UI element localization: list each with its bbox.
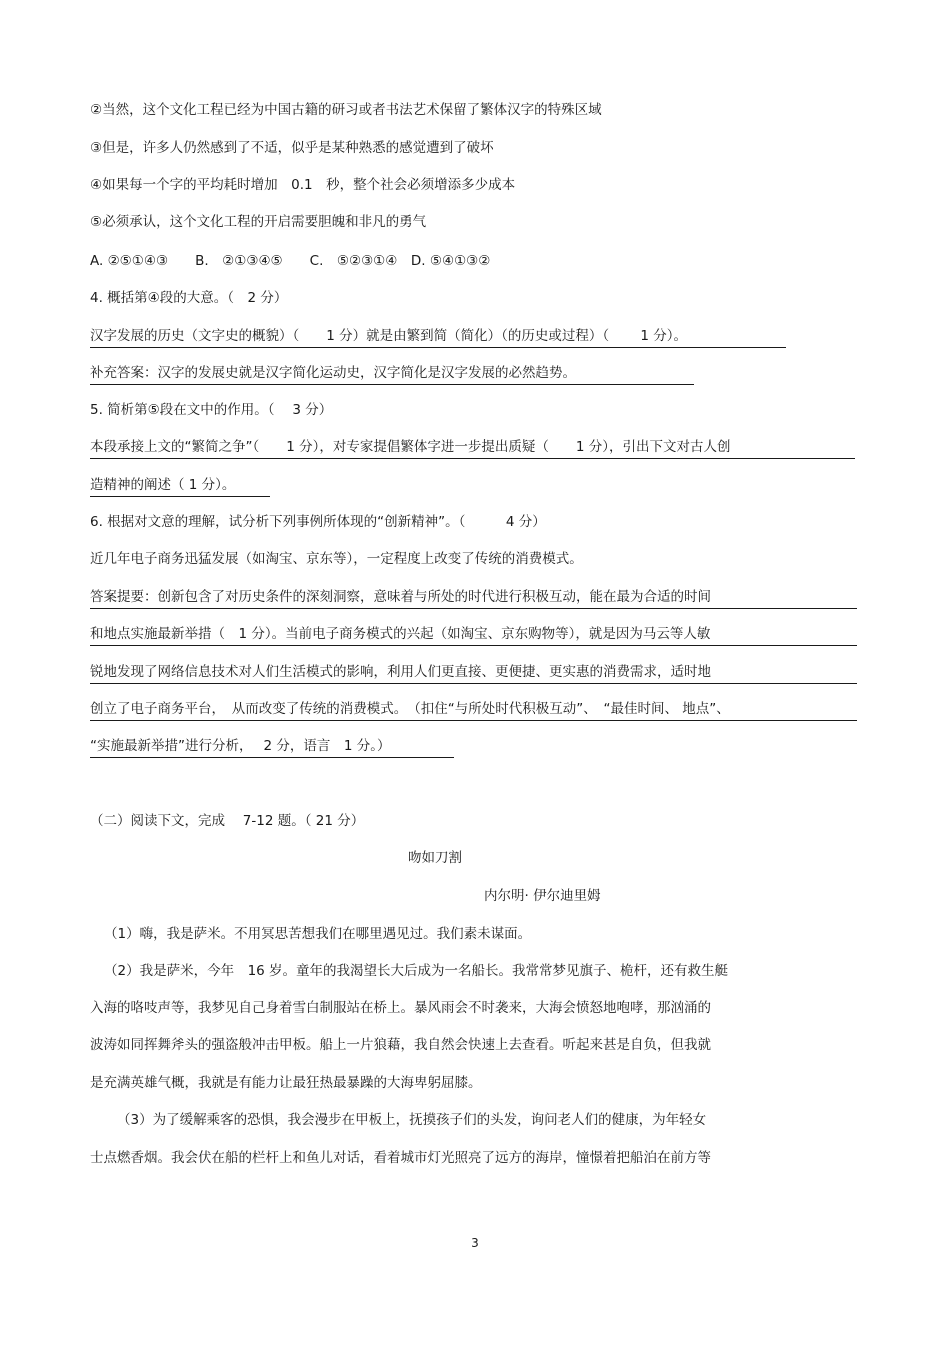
paragraph-2-line-4: 是充满英雄气概，我就是有能力让最狂热最暴躁的大海卑躬屈膝。 <box>90 1075 482 1091</box>
option-line-2: ②当然，这个文化工程已经为中国古籍的研习或者书法艺术保留了繁体汉字的特殊区域 <box>90 102 602 118</box>
question-5: 5. 简析第⑤段在文中的作用。（ 3 分） <box>90 402 333 418</box>
page-number: 3 <box>471 1236 479 1250</box>
paragraph-3-line-1: （3）为了缓解乘客的恐惧，我会漫步在甲板上，抚摸孩子们的头发，询问老人们的健康，为年轻女 <box>117 1112 707 1128</box>
paragraph-3-line-2: 士点燃香烟。我会伏在船的栏杆上和鱼儿对话，看着城市灯光照亮了远方的海岸，憧憬着把船泊在前方等 <box>90 1150 711 1166</box>
question-6-case: 近几年电子商务迅猛发展（如淘宝、京东等），一定程度上改变了传统的消费模式。 <box>90 551 583 567</box>
answer-6-line-3: 锐地发现了网络信息技术对人们生活模式的影响，利用人们更直接、更便捷、更实惠的消费需求，适时地 <box>90 663 857 684</box>
answer-5-line-2: 造精神的阐述（ 1 分）。 <box>90 476 270 497</box>
question-4: 4. 概括第④段的大意。（ 2 分） <box>90 290 288 306</box>
section-heading: （二）阅读下文，完成 7-12 题。（ 21 分） <box>90 813 365 829</box>
answer-5-line-1: 本段承接上文的“繁简之争”（ 1 分），对专家提倡繁体字进一步提出质疑（ 1 分），引出下文对古人创 <box>90 438 855 459</box>
paragraph-1: （1）嗨，我是萨米。不用冥思苦想我们在哪里遇见过。我们素未谋面。 <box>104 926 532 942</box>
answer-6-line-1: 答案提要：创新包含了对历史条件的深刻洞察，意味着与所处的时代进行积极互动，能在最为合适的时间 <box>90 588 857 609</box>
article-author: 内尔明· 伊尔迪里姆 <box>484 888 601 904</box>
answer-4-supplement: 补充答案：汉字的发展史就是汉字简化运动史，汉字简化是汉字发展的必然趋势。 <box>90 364 694 385</box>
answer-6-line-5: “实施最新举措”进行分析， 2 分，语言 1 分。） <box>90 737 454 758</box>
option-line-3: ③但是，许多人仍然感到了不适，似乎是某种熟悉的感觉遭到了破坏 <box>90 140 494 156</box>
article-title: 吻如刀割 <box>408 850 462 866</box>
paragraph-2-line-2: 入海的咯吱声等，我梦见自己身着雪白制服站在桥上。暴风雨会不时袭来，大海会愤怒地咆哮，那汹涌的 <box>90 1000 711 1016</box>
option-line-5: ⑤必须承认，这个文化工程的开启需要胆魄和非凡的勇气 <box>90 214 427 230</box>
option-line-4: ④如果每一个字的平均耗时增加 0.1 秒，整个社会必须增添多少成本 <box>90 177 516 193</box>
answer-6-line-4: 创立了电子商务平台， 从而改变了传统的消费模式。 （扣住“与所处时代积极互动”、 “最佳时间、 地点”、 <box>90 700 857 721</box>
answer-choices: A. ②⑤①④③ B. ②①③④⑤ C. ⑤②③①④ D. ⑤④①③② <box>90 253 491 269</box>
question-6: 6. 根据对文意的理解，试分析下列事例所体现的“创新精神”。（ 4 分） <box>90 514 546 530</box>
paragraph-2-line-1: （2）我是萨米，今年 16 岁。童年的我渴望长大后成为一名船长。我常常梦见旗子、桅杆，还有救生艇 <box>104 963 729 979</box>
answer-4: 汉字发展的历史（文字史的概貌）（ 1 分）就是由繁到简（简化）（的历史或过程）（ 1 分）。 <box>90 327 786 348</box>
paragraph-2-line-3: 波涛如同挥舞斧头的强盗般冲击甲板。船上一片狼藉，我自然会快速上去查看。听起来甚是自负，但我就 <box>90 1037 711 1053</box>
answer-6-line-2: 和地点实施最新举措（ 1 分）。当前电子商务模式的兴起（如淘宝、京东购物等），就是因为马云等人敏 <box>90 625 857 646</box>
